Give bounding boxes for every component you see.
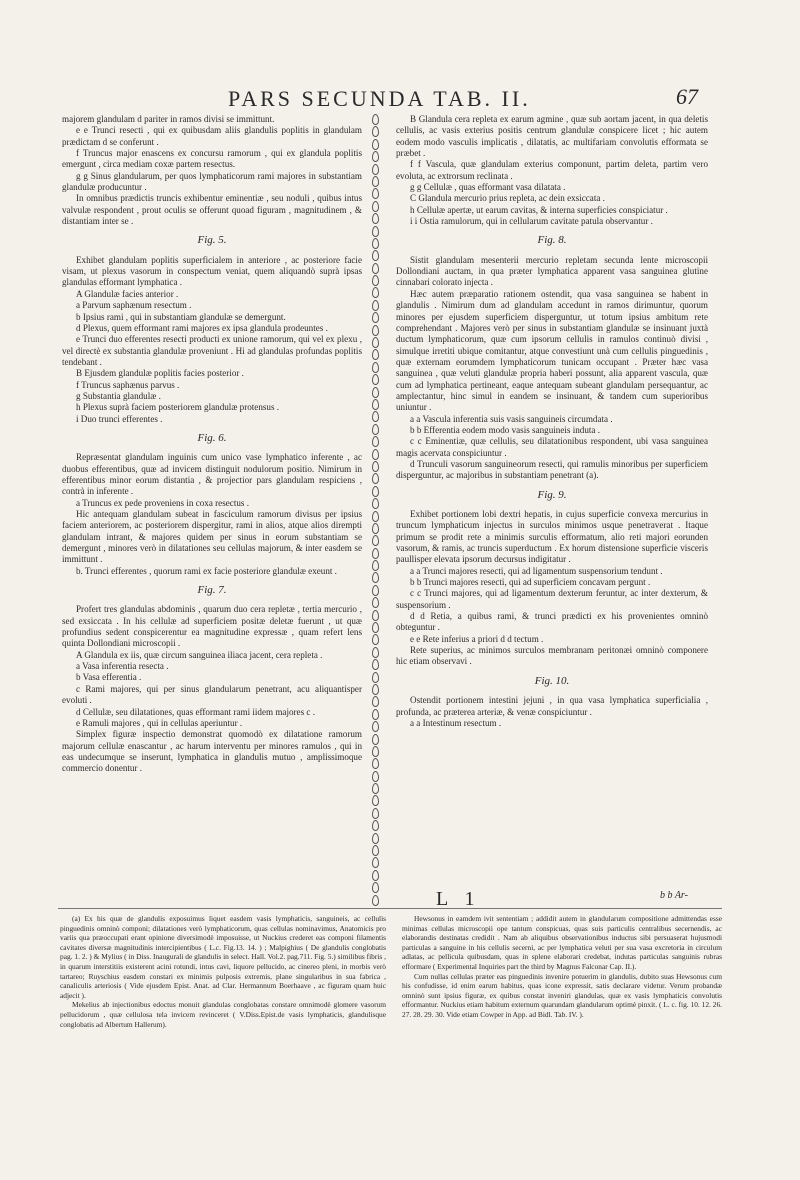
legend-item: A Glandula ex iis, quæ circum sanguinea iliaca jacent, cera repleta . bbox=[76, 649, 323, 660]
legend-item: d Trunculi vasorum sanguineorum resecti, qui ramulis minoribus per superficiem disperguntur, ac majoribus in substantiam penetrant (a). bbox=[396, 458, 708, 481]
ornament-link bbox=[372, 696, 379, 707]
ornament-link bbox=[372, 659, 379, 670]
ornament-link bbox=[372, 151, 379, 162]
ornament-link bbox=[372, 622, 379, 633]
paragraph: Sistit glandulam mesenterii mercurio repletam secunda lente microscopii Dollondiani auctam, in qua præter lymphatica apparent vasa sanguinea glutine cinnabari colorato injecta . bbox=[396, 254, 708, 288]
legend-item: c c Trunci majores, qui ad ligamentum dexterum feruntur, ac inter dexterum, & suspensorium . bbox=[396, 588, 708, 610]
legend-item: a Truncus ex pede proveniens in coxa resectus . bbox=[76, 497, 249, 508]
ornament-link bbox=[372, 610, 379, 621]
catchword: b b Ar- bbox=[660, 890, 688, 901]
ornament-link bbox=[372, 585, 379, 596]
legend-item: b Vasa efferentia . bbox=[76, 672, 142, 683]
ornament-link bbox=[372, 349, 379, 360]
ornament-link bbox=[372, 795, 379, 806]
ornament-link bbox=[372, 473, 379, 484]
legend-item: c Rami majores, qui per sinus glandularum penetrant, acu aliquantisper evoluti . bbox=[62, 683, 362, 706]
legend-item: b b Trunci majores resecti, qui ad superficiem concavam pergunt . bbox=[410, 577, 651, 588]
ornament-link bbox=[372, 870, 379, 881]
figure-heading: Fig. 8. bbox=[537, 234, 567, 247]
footnote-right-column bbox=[402, 914, 722, 1020]
ornament-link bbox=[372, 721, 379, 732]
legend-item: i i Ostia ramulorum, qui in cellularum cavitate patula observantur . bbox=[410, 216, 653, 227]
paragraph: Hic antequam glandulam subeat in fasciculum ramorum divisus per ipsius faciem anteriorem, ac posteriorem dispergitur, rami in alios, atque alios dirempti glandulam intrant, & majores quidem per sinus in eorum substantiam se demergunt , minores verò in dilatationes seu cellulas majorum, & inter easdem se immittunt . bbox=[62, 509, 362, 565]
ornament-link bbox=[372, 734, 379, 745]
ornament-link bbox=[372, 672, 379, 683]
ornament-link bbox=[372, 164, 379, 175]
legend-item: d d Retia, a quibus rami, & trunci prædicti ex his provenientes omninò obteguntur . bbox=[396, 611, 708, 633]
legend-item: e e Rete inferius a priori d d tectum . bbox=[410, 633, 544, 644]
ornament-link bbox=[372, 287, 379, 298]
legend-item: h Cellulæ apertæ, ut earum cavitas, & interna superficies conspiciatur . bbox=[410, 204, 668, 215]
legend-item: b b Efferentia eodem modo vasis sanguineis induta . bbox=[410, 424, 601, 435]
ornament-link bbox=[372, 820, 379, 831]
ornament-link bbox=[372, 572, 379, 583]
legend-item: c c Eminentiæ, quæ cellulis, seu dilatationibus respondent, ubi vasa sanguinea magis acervata conspiciuntur . bbox=[396, 436, 708, 458]
paragraph: Hæc autem præparatio rationem ostendit, qua vasa sanguinea se habent in glandulis . Nimirum dum ad glandulam accedunt in ramos dirimuntur, quorum minores per ejusdem superficiem disperguntur, ut totum ipsius ambitum rete comprehendant . Majores verò per sinus in substantiam glandulæ se insinuant juxtà ductum lymphaticorum, quæ cum ipsorum cellulis in ramulos continuò divisi , simulque irretiti ubique comitantur, atque convestiunt unà cum cellulis pinguedinis , quæ externam eorumdem lymphaticorum tunicam occupant . Præter hæc vasa sanguinea , quæ veluti glandulæ propria haberi possunt, alia apparent vascula, quæ cum ad lymphatica pertineant, eaque antequam subeant glandulam persequantur, ac amplectantur, hinc simul in eandem se insinuant, & tandem cum superioribus uniuntur . bbox=[396, 288, 708, 413]
figure-heading: Fig. 9. bbox=[537, 488, 567, 501]
ornamental-column-divider bbox=[364, 114, 386, 908]
legend-item: i Duo trunci efferentes . bbox=[76, 413, 163, 424]
legend-item: h Plexus suprà faciem posteriorem glandulæ protensus . bbox=[76, 402, 280, 413]
figure-heading: Fig. 7. bbox=[197, 584, 227, 597]
ornament-link bbox=[372, 709, 379, 720]
ornament-link bbox=[372, 684, 379, 695]
paragraph: majorem glandulam d pariter in ramos divisi se immittunt. bbox=[62, 114, 275, 124]
ornament-link bbox=[372, 449, 379, 460]
legend-item: g Substantia glandulæ . bbox=[76, 390, 161, 401]
signature-mark: L 1 bbox=[436, 888, 481, 910]
legend-item: f Truncus saphænus parvus . bbox=[76, 379, 180, 390]
ornament-link bbox=[372, 139, 379, 150]
ornament-link bbox=[372, 275, 379, 286]
ornament-link bbox=[372, 250, 379, 261]
footnote-paragraph: (a) Ex his quæ de glandulis exposuimus liquet easdem vasis lymphaticis, sanguineis, ac cellulis pinguedinis omninò componi; dilatationes verò lymphaticorum, quas cellulas nominavimus, Anatomicis pro variis qua præoccupati erant opinione diversimodè imposuisse, ut Nuckius crederet eas componi filamentis cavitates diversæ magnitudinis intercipientibus ( L.c. Fig.13. 14. ) ; Malpighius ( De glandulis conglobatis pag. 1. 2. ) & Mylius ( in Diss. Inaugurali de glandulis in select. Hall. Vol.2. pag.711. Fig. 5.) similibus fibris , in quarum interstitiis existerent acini rotundi, intus cavi, liquore pellucido, ac cinereo pleni, in morbis verò tartareo; Ruyschius easdem constari ex minimis pulposis extremis, plane singularibus in sua fabrica , canaliculis arteriosis ( Vide ejusdem Epist. Anat. ad Clar. Hermannum Boerhaave , ac figuram quam huic adjecit ). bbox=[60, 914, 386, 1000]
legend-item: f f Vascula, quæ glandulam exterius componunt, partim deleta, partim vero evoluta, ac extrorsum reclinata . bbox=[396, 159, 708, 181]
legend-item: a Vasa inferentia resecta . bbox=[76, 661, 169, 672]
footnote-paragraph: Cum nullas cellulas præter eas pinguedinis invenire potuerim in glandulis, dubito suas Hewsonus cum his confudisse, id enim earum habitus, quas icone expressit, satis declarare videtur. Verum probandæ omninò sunt ipsius figuræ, ex quibus constat inveniri glandulas, quæ ex vasis lymphaticis convolutis efformantur. Nuckius etiam habitum externum quarundam glandularum optimè pinxit. ( L. c. fig. 10. 12. 26. 27. 28. 29. 30. Vide etiam Cowper in App. ad Bidl. Tab. IV. ). bbox=[402, 971, 722, 1019]
ornament-link bbox=[372, 808, 379, 819]
ornament-link bbox=[372, 188, 379, 199]
legend-item: C Glandula mercurio prius repleta, ac dein exsiccata . bbox=[410, 193, 605, 204]
left-column bbox=[62, 114, 362, 775]
legend-item: b. Trunci efferentes , quorum rami ex facie posteriore glandulæ exeunt . bbox=[76, 565, 337, 576]
ornament-link bbox=[372, 783, 379, 794]
ornament-link bbox=[372, 238, 379, 249]
ornament-link bbox=[372, 535, 379, 546]
legend-item: e Trunci duo efferentes resecti producti ex unione ramorum, qui vel ex plexu , vel directè ex substantia glandulæ proveniunt . Hi ad glandulas profundas poplitis tendebant . bbox=[62, 334, 362, 367]
ornament-link bbox=[372, 114, 379, 125]
legend-item: a a Vascula inferentia suis vasis sanguineis circumdata . bbox=[410, 413, 613, 424]
footnote-paragraph: Mekelius ab injectionibus edoctus monuit glandulas conglobatas constare omnimodè glomere vasorum pellucidorum , quæ cellulosa tela invicem revinceret ( V.Diss.Epist.de vasis lymphaticis, glandulisque conglobatis ad Albertum Hallerum). bbox=[60, 1000, 386, 1029]
figure-heading: Fig. 10. bbox=[534, 674, 570, 687]
legend-item: A Glandulæ facies anterior . bbox=[76, 288, 179, 299]
legend-item: B Glandula cera repleta ex earum agmine , quæ sub aortam jacent, in qua deletis cellulis, ac vasis exterius positis centrum glandulæ conspicere licet ; hic autem eodem modo vasculis implicatis , dilatatis, ac multifariam convolutis efformata se præbet . bbox=[396, 114, 708, 159]
ornament-link bbox=[372, 263, 379, 274]
ornament-link bbox=[372, 300, 379, 311]
paragraph: Repræsentat glandulam inguinis cum unico vase lymphatico inferente , ac duobus efferentibus, quæ ad invicem distinguit nodulorum positio. Nimirum in efferentibus minor eorum distantia , & projectior pars glandulam respiciens , contrà in inferente . bbox=[62, 452, 362, 497]
ornament-link bbox=[372, 337, 379, 348]
paragraph: In omnibus prædictis truncis exhibentur eminentiæ , seu noduli , quibus intus valvulæ respondent , prout oculis se offerunt quoad figuram , magnitudinem , & distantiam inter se . bbox=[62, 193, 362, 227]
ornament-link bbox=[372, 845, 379, 856]
legend-item: B Ejusdem glandulæ poplitis facies posterior . bbox=[76, 368, 244, 379]
ornament-link bbox=[372, 387, 379, 398]
figure-heading: Fig. 6. bbox=[197, 431, 227, 444]
ornament-link bbox=[372, 634, 379, 645]
ornament-link bbox=[372, 771, 379, 782]
ornament-link bbox=[372, 895, 379, 906]
footnote-paragraph: Hewsonus in eamdem ivit sententiam ; addidit autem in glandularum compositione admittendas esse minimas cellulas microscopii ope tantum conspicuas, quas suis particulis centralibus secernendis, ac elaborandis destinatas credidit . Nam ab aliquibus observationibus inductus sibi persuaserat hujusmodi particulas a sanguine in his cellulis secerni, ac per lymphatica veluti per sua vasa excretoria in circulum adlatas, ac pellicula quibusdam, quas in splene elaborari credebat, indutas particulas sanguinis rubras efformare ( Experimental Inquiries part the third by Magnus Falconar Cap. II.). bbox=[402, 914, 722, 971]
legend-item: d Plexus, quem efformant rami majores ex ipsa glandula prodeuntes . bbox=[76, 322, 328, 333]
paragraph: e e Trunci resecti , qui ex quibusdam aliis glandulis poplitis in glandulam prædictam d se conferunt . bbox=[62, 125, 362, 147]
ornament-link bbox=[372, 399, 379, 410]
ornament-link bbox=[372, 597, 379, 608]
legend-item: e Ramuli majores , qui in cellulas aperiuntur . bbox=[76, 717, 243, 728]
ornament-link bbox=[372, 325, 379, 336]
legend-item: b Ipsius rami , qui in substantiam glandulæ se demergunt. bbox=[76, 311, 286, 322]
ornament-link bbox=[372, 126, 379, 137]
page-number: 67 bbox=[676, 84, 698, 109]
legend-item: g g Cellulæ , quas efformant vasa dilatata . bbox=[410, 182, 566, 193]
ornament-link bbox=[372, 882, 379, 893]
ornament-link bbox=[372, 523, 379, 534]
ornament-link bbox=[372, 436, 379, 447]
running-title: PARS SECUNDA TAB. II. bbox=[228, 86, 531, 111]
legend-item: a a Intestinum resectum . bbox=[410, 717, 502, 728]
ornament-link bbox=[372, 498, 379, 509]
ornament-link bbox=[372, 312, 379, 323]
ornament-link bbox=[372, 857, 379, 868]
ornament-link bbox=[372, 548, 379, 559]
ornament-link bbox=[372, 201, 379, 212]
ornament-link bbox=[372, 362, 379, 373]
footnote-rule bbox=[58, 908, 722, 909]
ornament-link bbox=[372, 424, 379, 435]
ornament-link bbox=[372, 411, 379, 422]
right-column bbox=[396, 114, 708, 729]
ornament-link bbox=[372, 758, 379, 769]
paragraph: Profert tres glandulas abdominis , quarum duo cera repletæ , tertia mercurio , sed exsiccata . In his cellulæ ad superficiem positæ deletæ fuerunt , ut quæ profundius sedent conspicerentur ea magnitudine expressæ , quam refert lens quinta Dollondiani microscopii . bbox=[62, 604, 362, 649]
legend-item: a Parvum saphænum resectum . bbox=[76, 300, 192, 311]
paragraph: Exhibet portionem lobi dextri hepatis, in cujus superficie convexa mercurius in truncum lymphaticum injectus in surculos minimos usque penetraverat . Itaque primum se prodit rete a minimis surculis efformatum, alio reti majori eorunden vasorum, & ramis, ac truncis superductum . Ex horum distensione superficie visceris paullisper elevata ipsorum decursus indigitatur . bbox=[396, 509, 708, 565]
ornament-link bbox=[372, 176, 379, 187]
ornament-link bbox=[372, 213, 379, 224]
page-header bbox=[0, 86, 800, 116]
ornament-link bbox=[372, 833, 379, 844]
ornament-link bbox=[372, 461, 379, 472]
paragraph: Ostendit portionem intestini jejuni , in qua vasa lymphatica superficialia , profunda, ac præterea arteriæ, & venæ conspiciuntur . bbox=[396, 695, 708, 717]
figure-heading: Fig. 5. bbox=[197, 234, 227, 247]
paragraph: f Truncus major enascens ex concursu ramorum , qui ex glandula poplitis emergunt , circa mediam coxæ partem resectus. bbox=[62, 148, 362, 170]
legend-item: a a Trunci majores resecti, qui ad ligamentum suspensorium tendunt . bbox=[410, 565, 663, 576]
footnote-left-column bbox=[60, 914, 386, 1029]
ornament-link bbox=[372, 226, 379, 237]
ornament-link bbox=[372, 374, 379, 385]
ornament-link bbox=[372, 647, 379, 658]
ornament-link bbox=[372, 511, 379, 522]
paragraph: Exhibet glandulam poplitis superficialem in anteriore , ac posteriore facie visam, ut plexus vasorum in conspectum veniat, quem aliquandò suprà ipsas glandulas efformant lymphatica . bbox=[62, 254, 362, 288]
paragraph: Simplex figuræ inspectio demonstrat quomodò ex dilatatione ramorum majorum cellulæ enascantur , ac harum interventu per minores ramulos , qui in eas undecumque se inserunt, lymphatica in glandulis mutuo , amplissimoque commercio donentur . bbox=[62, 729, 362, 774]
ornament-link bbox=[372, 486, 379, 497]
paragraph: g g Sinus glandularum, per quos lymphaticorum rami majores in substantiam glandulæ producuntur . bbox=[62, 170, 362, 193]
legend-item: d Cellulæ, seu dilatationes, quas efformant rami iidem majores c . bbox=[76, 706, 315, 717]
ornament-link bbox=[372, 560, 379, 571]
ornament-link bbox=[372, 746, 379, 757]
paragraph: Rete superius, ac minimos surculos membranam peritonæi omninò componere hic etiam observavi . bbox=[396, 645, 708, 667]
